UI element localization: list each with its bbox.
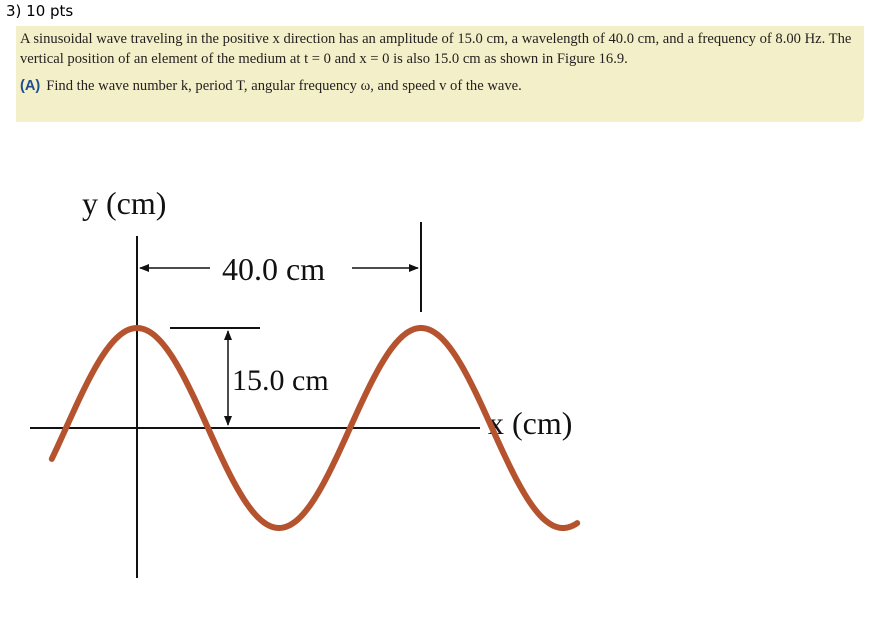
part-a-text: Find the wave number k, period T, angular frequency ω, and speed v of the wave. xyxy=(46,78,522,94)
wavelength-label: 40.0 cm xyxy=(222,251,326,287)
y-axis-label: y (cm) xyxy=(82,185,167,221)
question-header: 3) 10 pts xyxy=(6,2,74,20)
problem-statement-box xyxy=(16,26,864,122)
part-a xyxy=(20,76,858,96)
amplitude-label: 15.0 cm xyxy=(232,364,329,397)
problem-text: A sinusoidal wave traveling in the positive x direction has an amplitude of 15.0 cm, a wavelength of 40.0 cm, and a frequency of 8.00 Hz. The vertical position of an element of the medium at t = 0 and x = 0 is also 15.0 cm as shown in Figure 16.9. xyxy=(20,31,852,67)
wave-figure xyxy=(0,120,881,632)
x-axis-label: x (cm) xyxy=(488,405,573,441)
part-a-label: (A) xyxy=(20,78,41,94)
